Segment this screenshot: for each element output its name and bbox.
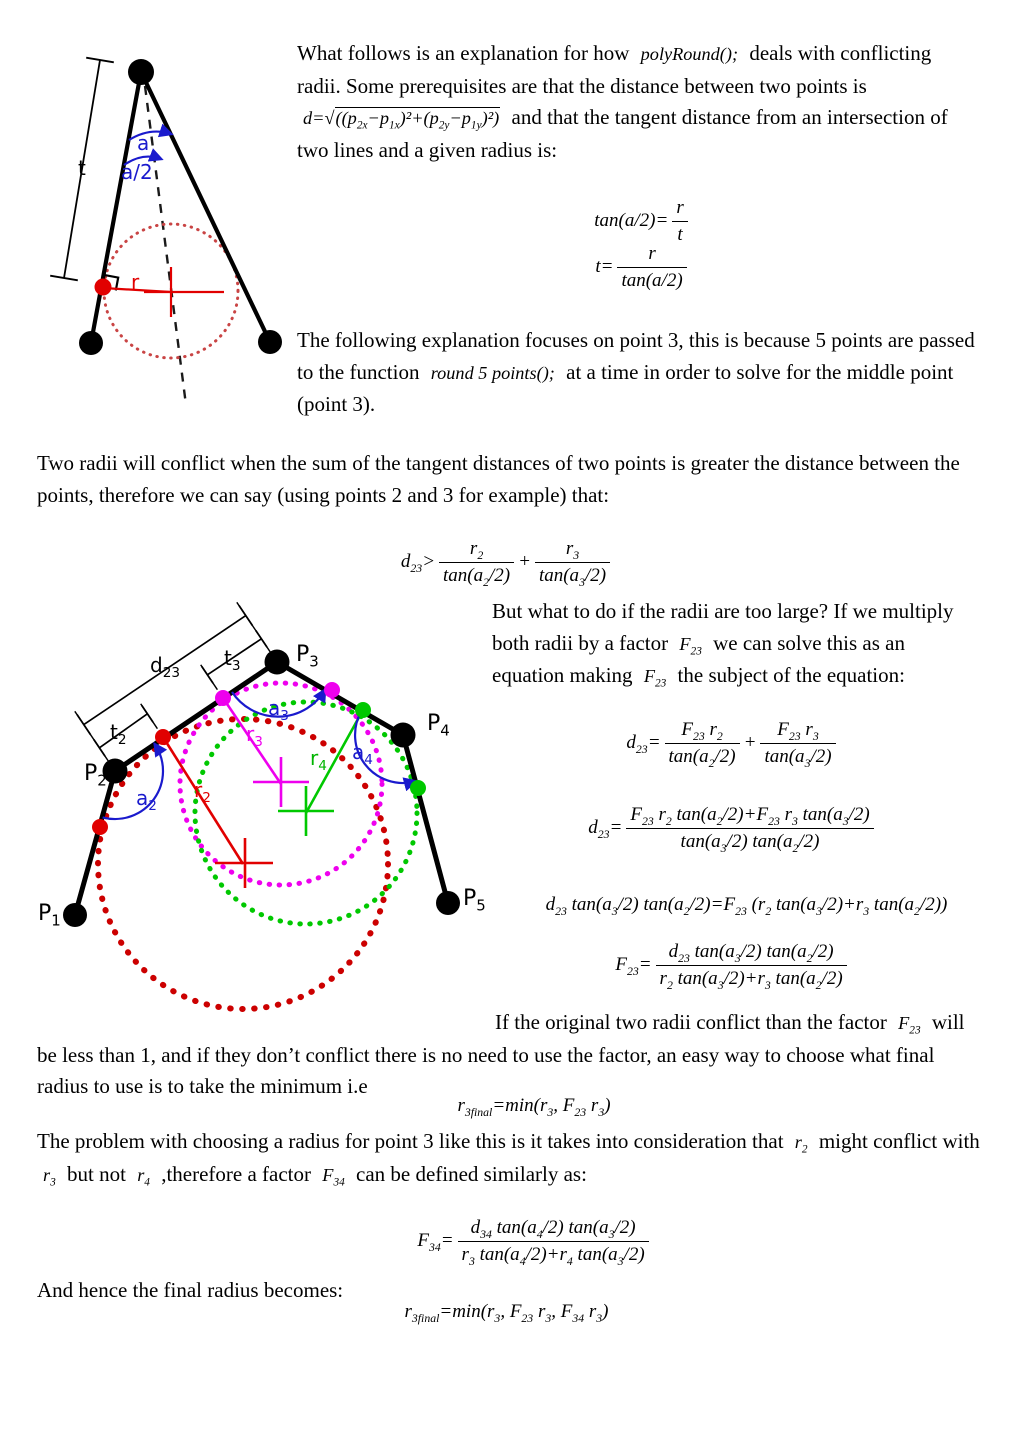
p4-point — [391, 723, 416, 748]
angle-tangent-diagram — [28, 45, 298, 420]
r3-tangent-point-a — [215, 690, 231, 706]
r2-label: $r_2$ — [194, 778, 211, 806]
wrap-around-spacer — [37, 1007, 495, 1039]
t2-tick-b — [142, 706, 153, 723]
t3-tick-b — [256, 631, 267, 648]
a2-label: $a_2$ — [136, 786, 157, 814]
minimum-choice-paragraph: If the original two radii conflict than the factor $F_{23}$ will be less than 1, and if they don’t conflict there is no need to use the factor, an easy way to choose what final radius to use is to take the minimum i.e — [37, 1007, 982, 1103]
r2-tangent-point-b — [155, 729, 171, 745]
p5-point — [436, 891, 460, 915]
p1-point — [63, 903, 87, 927]
intro-paragraph: What follows is an explanation for how polyRound(); deals with conflicting radii. Some prerequisites are that the distance between two points is $d=√((p_{2x}-p_{1x})^2+(p_{2y}-p_{1y})^2)$ and that the tangent distance from an intersection of two lines and a given radius is: — [297, 41, 948, 162]
p1-label: $P_1$ — [38, 901, 61, 930]
r3-center-cross — [253, 757, 309, 807]
t2-label: $t_2$ — [110, 720, 127, 748]
r4-tangent-point-b — [410, 780, 426, 796]
tangent-point — [95, 279, 112, 296]
formula-f34: $F_{34}=$ $\frac{d_{34} \tan(a_4/2) \tan(a_3/2)}{r_3 \tan(a_4/2)+r_4 \tan(a_3/2)}$ — [55, 1217, 1013, 1266]
left-leg-line — [91, 72, 141, 343]
formula-expanded-equation: $d_{23}$ $\tan(a_3/2)$ $\tan(a_2/2)=F_{23}$ ($r_2$ $\tan(a_3/2)+r_3$ $\tan(a_2/2)$) — [545, 894, 948, 918]
a4-label: $a_4$ — [352, 740, 373, 768]
p3-label: $P_3$ — [296, 642, 319, 671]
point3-paragraph: The following explanation focuses on point 3, this is because 5 points are passed to the function round 5 points(); at a time in order to solve for the middle point (point 3). — [297, 328, 975, 416]
polyline-p1-p5 — [75, 662, 448, 915]
r3-label: $r_3$ — [246, 722, 263, 750]
d23-label: $d_{23}$ — [150, 653, 181, 681]
polyline-rounding-diagram — [30, 592, 490, 1040]
formula-d23-with-factor: $d_{23}=$ $\frac{F_{23} r_2}{\tan(a_2/2)}$ + $\frac{F_{23} r_3}{\tan(a_3/2)}$ — [497, 719, 967, 768]
apex-point — [128, 59, 154, 85]
r3-tangent-point-b — [324, 682, 340, 698]
formula-r3final-min: $r_{3final}=\min(r_3$, $F_{23}$ $r_3$) — [457, 1095, 611, 1119]
p5-label: $P_5$ — [463, 886, 486, 915]
formula-d23-inequality: $d_{23}>$ $\frac{r_2}{\tan(a_2/2)}$ + $\frac{r_3}{\tan(a_3/2)}$ — [0, 538, 1013, 587]
factor-paragraph: But what to do if the radii are too large? If we multiply both radii by a factor $F_{23}$ we can solve this as an equation making $F_{23}$ the subject of the equation: — [492, 599, 954, 690]
formula-tan-half-angle: tan(a/2)= $\frac{r}{t}$ — [482, 197, 802, 246]
formula-f23-solution: $F_{23}=$ $\frac{d_{23} \tan(a_3/2) \tan(a_2/2)}{r_2 \tan(a_3/2)+r_3 \tan(a_2/2)}$ — [497, 941, 967, 990]
p4-label: $P_4$ — [427, 711, 450, 740]
t3-tick-a — [202, 667, 213, 684]
r2-tangent-point-a — [92, 819, 108, 835]
t-label: t — [78, 156, 86, 180]
t2-tick-a — [94, 740, 105, 757]
a3-label: $a_3$ — [268, 696, 289, 724]
t3-label: $t_3$ — [224, 646, 241, 674]
f34-definition-paragraph: The problem with choosing a radius for point 3 like this is it takes into consideration that $r_2$ might conflict with $r_3$ but not $r_4$ ,therefore a factor $F_{34}$ can be defined similarly as: — [37, 1129, 980, 1189]
formula-r3final-min-all: $r_{3final}=\min(r_3$, $F_{23}$ $r_3$, $F_{34}$ $r_3$) — [404, 1301, 609, 1325]
p2-label: $P_2$ — [84, 761, 107, 790]
angle-a-half-label: a/2 — [121, 160, 153, 184]
p3-point — [265, 650, 290, 675]
formula-tangent-distance: t= $\frac{r}{\tan(a/2)}$ — [482, 243, 802, 292]
formula-d23-combined-fraction: $d_{23}=$ $\frac{F_{23} r_2 \tan(a_2/2)+F_{23} r_3 \tan(a_3/2)}{\tan(a_3/2) \tan(a_2/2)}$ — [497, 804, 967, 853]
right-end-point — [258, 330, 282, 354]
final-radius-paragraph: And hence the final radius becomes: — [37, 1278, 344, 1302]
radius-label: r — [131, 270, 140, 294]
r2-center-cross — [215, 838, 273, 888]
r4-center-cross — [278, 786, 334, 836]
angle-a-arrow — [129, 132, 171, 140]
left-end-point — [79, 331, 103, 355]
r4-label: $r_4$ — [310, 746, 327, 774]
conflict-paragraph: Two radii will conflict when the sum of the tangent distances of two points is greater the distance between the points, therefore we can say (using points 2 and 3 for example) that: — [37, 451, 960, 507]
angle-a-label: a — [137, 131, 150, 155]
r4-tangent-point-a — [355, 702, 371, 718]
